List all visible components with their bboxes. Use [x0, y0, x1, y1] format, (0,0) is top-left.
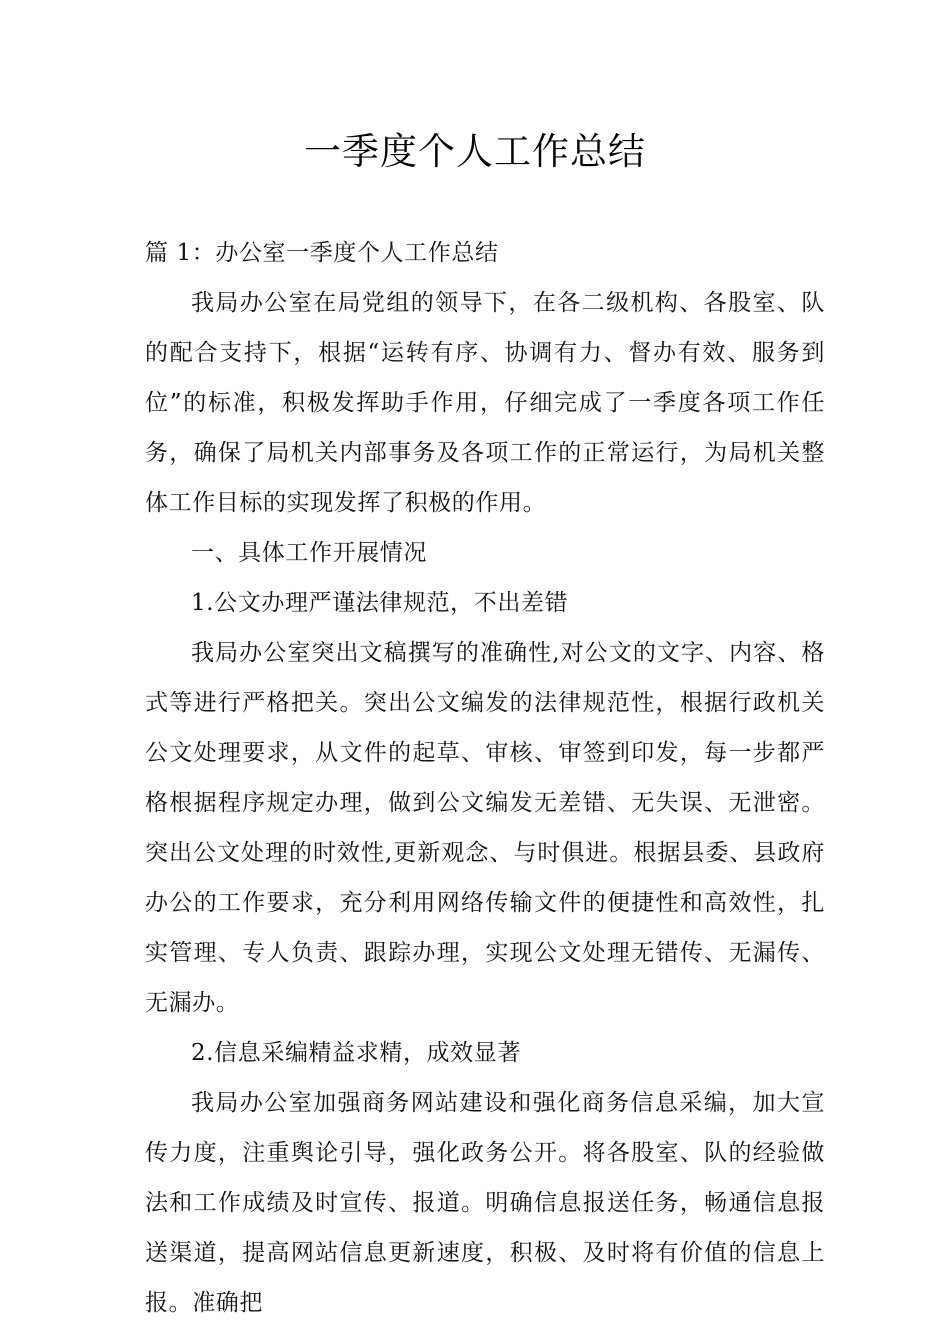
item-1-heading: 1.公文办理严谨法律规范，不出差错 [191, 590, 569, 616]
item-2-paragraph: 我局办公室加强商务网站建设和强化商务信息采编，加大宣传力度，注重舆论引导，强化政务公开。将各股室、队的经验做法和工作成绩及时宣传、报道。明确信息报送任务，畅通信息报送渠道，提高网站信息更新速度，积极、及时将有价值的信息上报。准确把 [145, 1090, 825, 1316]
document-title: 一季度个人工作总结 [304, 130, 646, 173]
section-heading: 篇 1：办公室一季度个人工作总结 [145, 240, 499, 266]
part-one-heading: 一、具体工作开展情况 [191, 540, 427, 566]
item-1-paragraph: 我局办公室突出文稿撰写的准确性,对公文的文字、内容、格式等进行严格把关。突出公文编发的法律规范性，根据行政机关公文处理要求，从文件的起草、审核、审签到印发，每一步都严格根据程序规定办理，做到公文编发无差错、无失误、无泄密。突出公文处理的时效性,更新观念、与时俱进。根据县委、县政府办公的工作要求，充分利用网络传输文件的便捷性和高效性，扎实管理、专人负责、跟踪办理，实现公文处理无错传、无漏传、无漏办。 [145, 640, 825, 1016]
intro-paragraph: 我局办公室在局党组的领导下，在各二级机构、各股室、队的配合支持下，根据“运转有序、协调有力、督办有效、服务到位”的标准，积极发挥助手作用，仔细完成了一季度各项工作任务，确保了局机关内部事务及各项工作的正常运行，为局机关整体工作目标的实现发挥了积极的作用。 [145, 290, 825, 516]
item-2-heading: 2.信息采编精益求精，成效显著 [191, 1040, 521, 1066]
document-body [145, 228, 825, 1328]
